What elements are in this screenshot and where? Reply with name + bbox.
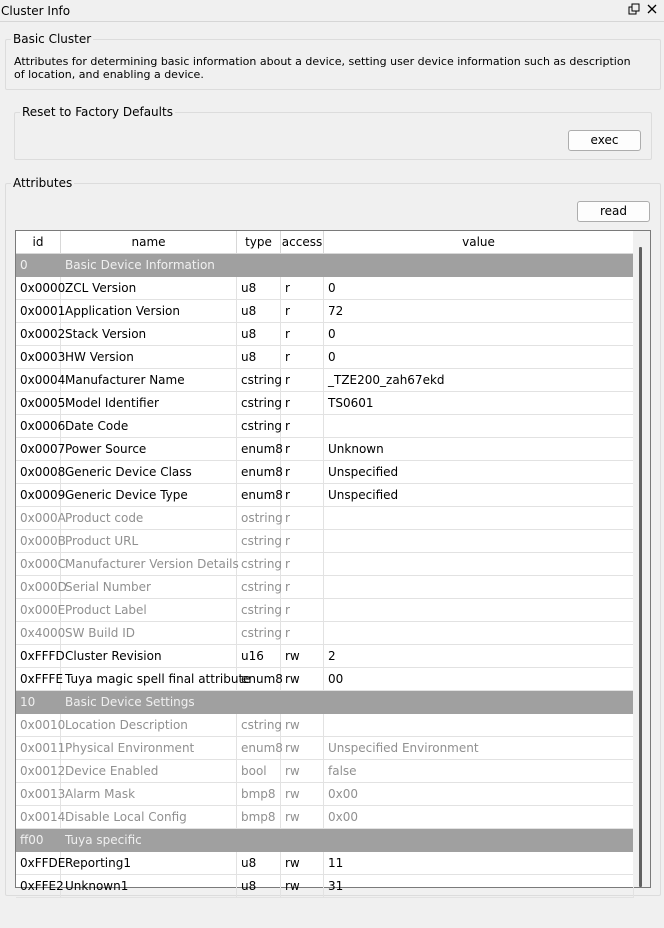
cell-type: u8 bbox=[237, 875, 281, 898]
table-row[interactable] bbox=[16, 392, 634, 415]
cell-value: false bbox=[324, 760, 634, 783]
cell-value bbox=[324, 691, 634, 714]
cell-id: 0xFFFD bbox=[16, 645, 61, 668]
cell-access: r bbox=[281, 622, 324, 645]
cell-id: 0xFFFE bbox=[16, 668, 61, 691]
cell-value bbox=[324, 553, 634, 576]
cell-type: enum8 bbox=[237, 484, 281, 507]
cell-id: 0x0004 bbox=[16, 369, 61, 392]
cell-name: Tuya magic spell final attribute bbox=[61, 668, 237, 691]
table-section-row[interactable] bbox=[16, 691, 634, 714]
col-header-value[interactable]: value bbox=[324, 231, 634, 254]
cell-id: 0xFFE2 bbox=[16, 875, 61, 898]
window-titlebar bbox=[0, 0, 664, 22]
cell-name: Stack Version bbox=[61, 323, 237, 346]
table-row[interactable] bbox=[16, 714, 634, 737]
read-button[interactable]: read bbox=[577, 201, 650, 222]
restore-icon[interactable] bbox=[626, 3, 642, 19]
cell-type: u8 bbox=[237, 852, 281, 875]
table-row[interactable] bbox=[16, 668, 634, 691]
col-header-name[interactable]: name bbox=[61, 231, 237, 254]
vertical-scrollbar[interactable] bbox=[633, 231, 650, 887]
cell-access: r bbox=[281, 484, 324, 507]
cell-value: 11 bbox=[324, 852, 634, 875]
cell-value: 0x00 bbox=[324, 783, 634, 806]
cell-value bbox=[324, 714, 634, 737]
cell-access: r bbox=[281, 346, 324, 369]
cell-name: Generic Device Type bbox=[61, 484, 237, 507]
cell-name: Product Label bbox=[61, 599, 237, 622]
cell-name: Manufacturer Version Details bbox=[61, 553, 237, 576]
cell-access: rw bbox=[281, 783, 324, 806]
cell-name: Location Description bbox=[61, 714, 237, 737]
cell-access: r bbox=[281, 599, 324, 622]
cell-access: rw bbox=[281, 760, 324, 783]
cell-value bbox=[324, 254, 634, 277]
cell-id: 0 bbox=[20, 258, 28, 272]
cell-type: cstring bbox=[237, 530, 281, 553]
attributes-table[interactable] bbox=[15, 230, 651, 893]
cell-type bbox=[237, 829, 281, 852]
cell-access: r bbox=[281, 369, 324, 392]
cell-value: TS0601 bbox=[324, 392, 634, 415]
table-row[interactable] bbox=[16, 599, 634, 622]
cell-id: 0x000D bbox=[16, 576, 61, 599]
cell-type: u8 bbox=[237, 346, 281, 369]
table-section-row[interactable] bbox=[16, 829, 634, 852]
basic-cluster-title: Basic Cluster bbox=[13, 32, 92, 46]
cell-name: Product code bbox=[61, 507, 237, 530]
cell-value bbox=[324, 622, 634, 645]
cell-value: Unspecified Environment bbox=[324, 737, 634, 760]
cell-id: 0x0012 bbox=[16, 760, 61, 783]
cell-id: 0x000E bbox=[16, 599, 61, 622]
cell-value: 31 bbox=[324, 875, 634, 898]
table-row[interactable] bbox=[16, 576, 634, 599]
col-header-access[interactable]: access bbox=[281, 231, 324, 254]
cell-type: u16 bbox=[237, 645, 281, 668]
col-header-type[interactable]: type bbox=[237, 231, 281, 254]
table-row[interactable] bbox=[16, 323, 634, 346]
cell-type: cstring bbox=[237, 392, 281, 415]
table-row[interactable] bbox=[16, 737, 634, 760]
cell-access: rw bbox=[281, 737, 324, 760]
cell-access: r bbox=[281, 415, 324, 438]
cell-access: rw bbox=[281, 806, 324, 829]
cell-id: 0x0008 bbox=[16, 461, 61, 484]
cell-type: cstring bbox=[237, 576, 281, 599]
basic-cluster-description: Attributes for determining basic information about a device, setting user device information such as description of location, and enabling a device. bbox=[14, 55, 631, 81]
cell-type: bool bbox=[237, 760, 281, 783]
cell-type: cstring bbox=[237, 622, 281, 645]
cell-access: rw bbox=[281, 714, 324, 737]
cell-id: 0x0002 bbox=[16, 323, 61, 346]
cell-id: 0x0003 bbox=[16, 346, 61, 369]
cell-value: Unknown bbox=[324, 438, 634, 461]
cell-value: Unspecified bbox=[324, 461, 634, 484]
table-row[interactable] bbox=[16, 553, 634, 576]
cell-value bbox=[324, 599, 634, 622]
cell-name: Unknown1 bbox=[61, 875, 237, 898]
cell-id: 0x000A bbox=[16, 507, 61, 530]
cell-type bbox=[237, 691, 281, 714]
reset-group bbox=[14, 112, 652, 160]
table-row[interactable] bbox=[16, 783, 634, 806]
cell-name: Serial Number bbox=[61, 576, 237, 599]
cell-type: enum8 bbox=[237, 737, 281, 760]
cell-id: 0x0005 bbox=[16, 392, 61, 415]
cell-access: r bbox=[281, 576, 324, 599]
cell-type: bmp8 bbox=[237, 806, 281, 829]
cell-name: Cluster Revision bbox=[61, 645, 237, 668]
cell-access: r bbox=[281, 438, 324, 461]
cell-name: Product URL bbox=[61, 530, 237, 553]
cell-id: 0x0000 bbox=[16, 277, 61, 300]
cell-access: r bbox=[281, 277, 324, 300]
scrollbar-thumb[interactable] bbox=[639, 247, 642, 887]
cell-name: Disable Local Config bbox=[61, 806, 237, 829]
table-row[interactable] bbox=[16, 806, 634, 829]
table-header bbox=[16, 231, 634, 254]
cell-name: Application Version bbox=[61, 300, 237, 323]
cell-type: cstring bbox=[237, 369, 281, 392]
table-section-row[interactable] bbox=[16, 254, 634, 277]
cell-access: rw bbox=[281, 852, 324, 875]
table-row[interactable] bbox=[16, 507, 634, 530]
cell-access: r bbox=[281, 300, 324, 323]
cell-type: bmp8 bbox=[237, 783, 281, 806]
cell-id: ff00 bbox=[20, 833, 44, 847]
cell-id: 0x4000 bbox=[16, 622, 61, 645]
cell-access: rw bbox=[281, 875, 324, 898]
table-row[interactable] bbox=[16, 369, 634, 392]
cell-access bbox=[281, 254, 324, 277]
cell-name: Manufacturer Name bbox=[61, 369, 237, 392]
cell-id: 0x000B bbox=[16, 530, 61, 553]
close-icon[interactable] bbox=[644, 3, 660, 19]
cell-type: enum8 bbox=[237, 461, 281, 484]
cell-id: 0xFFDE bbox=[16, 852, 61, 875]
cell-access: r bbox=[281, 507, 324, 530]
cell-id: 0x0006 bbox=[16, 415, 61, 438]
cell-id: 0x0010 bbox=[16, 714, 61, 737]
cell-id: 0x000C bbox=[16, 553, 61, 576]
cell-value: 00 bbox=[324, 668, 634, 691]
cell-name: Power Source bbox=[61, 438, 237, 461]
table-row[interactable] bbox=[16, 530, 634, 553]
cell-access bbox=[281, 691, 324, 714]
cell-name: Reporting1 bbox=[61, 852, 237, 875]
attributes-title: Attributes bbox=[13, 176, 73, 190]
cell-name: Physical Environment bbox=[61, 737, 237, 760]
table-row[interactable] bbox=[16, 622, 634, 645]
table-row[interactable] bbox=[16, 760, 634, 783]
table-row[interactable] bbox=[16, 277, 634, 300]
cell-access: r bbox=[281, 461, 324, 484]
cell-type: cstring bbox=[237, 553, 281, 576]
cell-name: Date Code bbox=[61, 415, 237, 438]
col-header-id[interactable]: id bbox=[16, 231, 61, 254]
cell-access: rw bbox=[281, 668, 324, 691]
cell-access: r bbox=[281, 530, 324, 553]
table-row[interactable] bbox=[16, 415, 634, 438]
table-row[interactable] bbox=[16, 346, 634, 369]
reset-title: Reset to Factory Defaults bbox=[22, 105, 173, 119]
cell-value: _TZE200_zah67ekd bbox=[324, 369, 634, 392]
exec-button[interactable]: exec bbox=[568, 130, 641, 151]
cell-value bbox=[324, 829, 634, 852]
cell-id: 0x0014 bbox=[16, 806, 61, 829]
cell-id: 0x0001 bbox=[16, 300, 61, 323]
cell-access: r bbox=[281, 553, 324, 576]
cell-id: 0x0007 bbox=[16, 438, 61, 461]
cell-id: 0x0013 bbox=[16, 783, 61, 806]
cell-type bbox=[237, 254, 281, 277]
table-row[interactable] bbox=[16, 438, 634, 461]
table-row[interactable] bbox=[16, 300, 634, 323]
cell-value: Unspecified bbox=[324, 484, 634, 507]
cell-type: u8 bbox=[237, 277, 281, 300]
window-title: Cluster Info bbox=[1, 4, 71, 18]
cell-value: 2 bbox=[324, 645, 634, 668]
cell-id: 0x0009 bbox=[16, 484, 61, 507]
cell-name: SW Build ID bbox=[61, 622, 237, 645]
cell-name: Basic Device Settings bbox=[65, 695, 195, 709]
cell-value bbox=[324, 415, 634, 438]
cell-type: u8 bbox=[237, 323, 281, 346]
cell-type: cstring bbox=[237, 599, 281, 622]
table-row[interactable] bbox=[16, 875, 634, 898]
cell-type: cstring bbox=[237, 714, 281, 737]
cell-name: ZCL Version bbox=[61, 277, 237, 300]
cell-value: 0x00 bbox=[324, 806, 634, 829]
cell-value: 0 bbox=[324, 346, 634, 369]
cell-value bbox=[324, 507, 634, 530]
cell-value bbox=[324, 576, 634, 599]
cell-value: 0 bbox=[324, 323, 634, 346]
cell-id: 0x0011 bbox=[16, 737, 61, 760]
cell-name: HW Version bbox=[61, 346, 237, 369]
cell-name: Generic Device Class bbox=[61, 461, 237, 484]
cell-name: Basic Device Information bbox=[65, 258, 215, 272]
cell-access bbox=[281, 829, 324, 852]
cell-value: 72 bbox=[324, 300, 634, 323]
table-row[interactable] bbox=[16, 852, 634, 875]
cell-value: 0 bbox=[324, 277, 634, 300]
cell-access: r bbox=[281, 323, 324, 346]
cell-name: Tuya specific bbox=[65, 833, 142, 847]
cell-type: ostring bbox=[237, 507, 281, 530]
table-row[interactable] bbox=[16, 484, 634, 507]
table-row[interactable] bbox=[16, 461, 634, 484]
cell-name: Device Enabled bbox=[61, 760, 237, 783]
cell-name: Alarm Mask bbox=[61, 783, 237, 806]
cell-name: Model Identifier bbox=[61, 392, 237, 415]
cell-id: 10 bbox=[20, 695, 36, 709]
table-row[interactable] bbox=[16, 645, 634, 668]
cell-type: enum8 bbox=[237, 438, 281, 461]
cell-type: u8 bbox=[237, 300, 281, 323]
cell-access: r bbox=[281, 392, 324, 415]
cell-type: cstring bbox=[237, 415, 281, 438]
cell-access: rw bbox=[281, 645, 324, 668]
cell-type: enum8 bbox=[237, 668, 281, 691]
cell-value bbox=[324, 530, 634, 553]
